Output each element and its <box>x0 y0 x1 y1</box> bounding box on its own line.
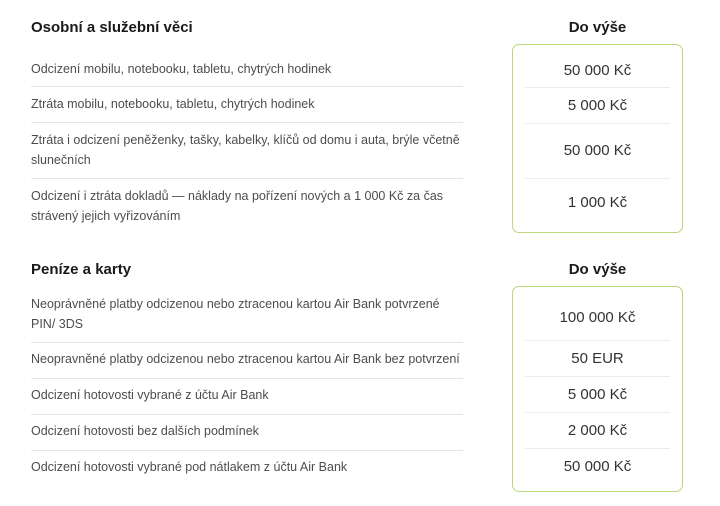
coverage-label: Ztráta mobilu, notebooku, tabletu, chytrých hodinek <box>31 97 315 111</box>
coverage-row <box>31 123 463 179</box>
limit-cell <box>525 449 670 491</box>
section-title: Osobní a služební věci <box>31 19 193 36</box>
coverage-row <box>31 293 463 343</box>
limit-cell <box>525 413 670 449</box>
coverage-row <box>31 179 463 235</box>
coverage-row <box>31 379 463 415</box>
limit-cell <box>525 341 670 377</box>
coverage-list <box>31 51 463 236</box>
coverage-row <box>31 343 463 379</box>
limit-amount: 100 000 Kč <box>559 309 636 326</box>
coverage-row <box>31 415 463 451</box>
limit-amount: 1 000 Kč <box>567 194 628 211</box>
coverage-label: Odcizení hotovosti vybrané z účtu Air Bank <box>31 388 269 402</box>
column-header-limit: Do výše <box>568 19 627 36</box>
limit-box <box>512 286 683 492</box>
limit-cell <box>525 124 670 179</box>
limit-cell <box>525 377 670 413</box>
limit-amount: 50 000 Kč <box>563 62 632 79</box>
coverage-label: Odcizení mobilu, notebooku, tabletu, chytrých hodinek <box>31 62 332 76</box>
limit-box <box>512 44 683 233</box>
coverage-label: Odcizení hotovosti vybrané pod nátlakem z účtu Air Bank <box>31 460 348 474</box>
limit-cell <box>525 179 670 232</box>
column-header-limit: Do výše <box>568 261 627 278</box>
coverage-row <box>31 51 463 87</box>
limit-cell <box>525 88 670 124</box>
coverage-label: Ztráta i odcizení peněženky, tašky, kabelky, klíčů od domu i auta, brýle včetně slunečních <box>31 133 460 167</box>
limit-amount: 5 000 Kč <box>567 386 628 403</box>
limit-cell <box>525 45 670 88</box>
limit-amount: 2 000 Kč <box>567 422 628 439</box>
coverage-list <box>31 293 463 493</box>
coverage-label: Neoprávněné platby odcizenou nebo ztracenou kartou Air Bank potvrzené PIN/ 3DS <box>31 297 440 331</box>
coverage-label: Neopravněné platby odcizenou nebo ztracenou kartou Air Bank bez potvrzení <box>31 352 460 366</box>
coverage-row <box>31 451 463 487</box>
coverage-label: Odcizení hotovosti bez dalších podmínek <box>31 424 259 438</box>
limit-amount: 50 EUR <box>571 350 624 367</box>
section-title: Peníze a karty <box>31 261 132 278</box>
coverage-row <box>31 87 463 123</box>
limit-amount: 50 000 Kč <box>563 458 632 475</box>
limit-cell <box>525 287 670 341</box>
limit-amount: 50 000 Kč <box>563 142 632 159</box>
limit-amount: 5 000 Kč <box>567 97 628 114</box>
coverage-label: Odcizení i ztráta dokladů — náklady na pořízení nových a 1 000 Kč za čas strávený jejich vyřizováním <box>31 189 444 223</box>
